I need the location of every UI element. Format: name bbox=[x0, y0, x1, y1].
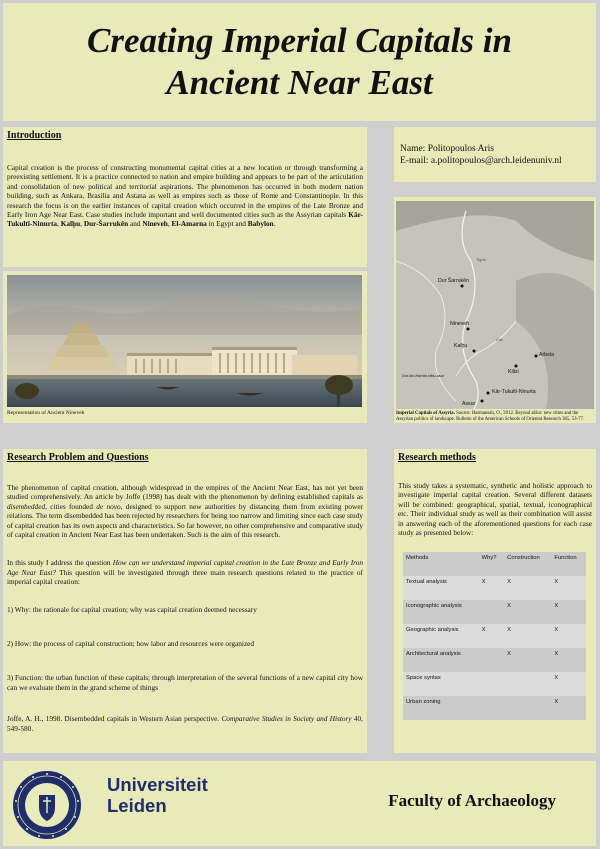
table-header-row bbox=[403, 552, 586, 576]
research-methods-heading: Research methods bbox=[398, 452, 476, 463]
table-header: Construction bbox=[504, 552, 551, 576]
table-cell: X bbox=[479, 576, 505, 600]
table-cell: X bbox=[551, 648, 586, 672]
nineveh-panel bbox=[3, 271, 367, 423]
table-cell: X bbox=[551, 624, 586, 648]
map-label-dur-sarruken: Dur Šarrukēn bbox=[438, 278, 469, 284]
table-row bbox=[403, 648, 586, 672]
table-cell: X bbox=[551, 576, 586, 600]
map-marker-nineveh bbox=[467, 328, 470, 331]
table-cell bbox=[479, 672, 505, 696]
table-cell: Iconographic analysis bbox=[403, 600, 479, 624]
table-row bbox=[403, 672, 586, 696]
map-label-tigris: Tigris bbox=[476, 257, 486, 262]
research-problem-panel bbox=[3, 449, 367, 753]
title-panel bbox=[3, 3, 596, 121]
table-cell: Textual analysis bbox=[403, 576, 479, 600]
table-row bbox=[403, 576, 586, 600]
research-question-2: 2) How: the process of capital construction; how labor and resources were organized bbox=[7, 639, 255, 649]
map-label-kilizi: Kilizi bbox=[508, 369, 519, 375]
university-line-1: Universiteit bbox=[107, 774, 208, 795]
table-cell: X bbox=[504, 648, 551, 672]
table-cell: X bbox=[479, 624, 505, 648]
map-marker-kar-tukulti-ninurta bbox=[487, 392, 490, 395]
table-cell: Geographic analysis bbox=[403, 624, 479, 648]
research-problem-paragraph-2: In this study I address the question How can we understand imperial capital creation in the Late Bronze and Early Iron Age Near East? This question will be investigated through three main research questions related to the practice of imperial capital creation: bbox=[7, 558, 363, 587]
table-cell: X bbox=[504, 576, 551, 600]
university-name bbox=[107, 774, 208, 816]
table-header: Methods bbox=[403, 552, 479, 576]
map-label-dur-sin-harran: Dur-šin-Harrān-bēlu-usur bbox=[402, 374, 445, 378]
map-label-arbela: Arbela bbox=[539, 352, 554, 358]
research-problem-paragraph-1: The phenomenon of capital creation, although widespread in the empires of the Ancient Near East, has not yet been studied comprehensively. An article by Joffe (1998) has dealt with the phenomenon by defining established capitals as disembedded, cities founded de novo, designed to support new authorities by distancing them from existing power relations. The term disembedded has been rejected by researchers for being too narrow and limiting since each case study of capital creation has its own aspects and characteristics. So far however, no other comprehensive and comparative study of capital creation in Ancient Near East has been undertaken. Such is the aim of this research. bbox=[7, 483, 363, 540]
author-panel bbox=[394, 127, 596, 182]
table-cell: X bbox=[551, 696, 586, 720]
map-marker-kilizi bbox=[515, 365, 518, 368]
nineveh-painting bbox=[7, 275, 362, 407]
nineveh-caption: Representation of Ancient Nineveh bbox=[7, 410, 85, 416]
table-header: Why? bbox=[479, 552, 505, 576]
table-cell: X bbox=[504, 600, 551, 624]
table-cell: Urban zoning bbox=[403, 696, 479, 720]
map-label-kar-tukulti-ninurta: Kār-Tukultī-Ninurta bbox=[492, 389, 536, 395]
table-cell bbox=[479, 600, 505, 624]
table-row bbox=[403, 600, 586, 624]
map-caption: Imperial Capitals of Assyria. Source: Harmansah, O., 2012. Beyond aššur: new cities and the Assyrian politics of landscape. Bulletin of the American Schools of Oriental Research 365, 53-77. bbox=[396, 411, 585, 422]
map-label-assur: Assur bbox=[462, 401, 476, 407]
table-cell: Space syntax bbox=[403, 672, 479, 696]
introduction-panel bbox=[3, 127, 367, 267]
table-cell bbox=[504, 672, 551, 696]
reference: Joffe, A. H., 1998. Disembedded capitals in Western Asian perspective. Comparative Studies in Society and History 40, 549-580. bbox=[7, 714, 363, 733]
map-marker-kalhu bbox=[473, 350, 476, 353]
research-methods-panel bbox=[394, 449, 596, 753]
table-row bbox=[403, 696, 586, 720]
map-marker-arbela bbox=[535, 355, 538, 358]
map-label-nineveh: Nineveh bbox=[450, 321, 470, 327]
table-cell: X bbox=[551, 672, 586, 696]
research-question-1: 1) Why: the rationale for capital creation; why was capital creation deemed necessary bbox=[7, 604, 257, 614]
table-cell bbox=[504, 696, 551, 720]
research-question-3: 3) Function: the urban function of these capitals; through interpretation of the several functions of a new capital city how can we evaluate them in the grand scheme of things bbox=[7, 673, 363, 692]
poster-title: Creating Imperial Capitals in Ancient Near East bbox=[87, 21, 512, 102]
map-label-zab: Zab bbox=[496, 337, 503, 342]
faculty-name: Faculty of Archaeology bbox=[388, 791, 556, 810]
map-marker-assur bbox=[481, 400, 484, 403]
research-problem-heading: Research Problem and Questions bbox=[7, 452, 149, 463]
author-email: E-mail: a.politopoulos@arch.leidenuniv.nl bbox=[400, 156, 562, 166]
methods-table bbox=[403, 552, 586, 720]
assyria-map-svg bbox=[396, 201, 594, 409]
assyria-map bbox=[396, 201, 594, 409]
introduction-text: Capital creation is the process of constructing monumental capital cities at a new location or through transforming a preexisting settlement. It is a practice connected to nation and empire building and appears to be part of the articulation and consolidation of new political and territorial aspirations. The phenomenon has occurred in both modern nation building, such as Ankara, Brasilia and Astana as well as empires such as those of Rome and Constantinople. In this research the focus is on the earlier instances of capital creation which occurred in the empires of the Late Bronze and Early Iron Age Near East. Case studies include important and well documented cities such as the Assyrian capitals Kār-Tukultī-Ninurta, Kalḫu, Dur-Šarrukēn and Nineveh, El-Amarna in Egypt and Babylon. bbox=[7, 163, 363, 229]
university-line-2: Leiden bbox=[107, 795, 167, 816]
footer-panel bbox=[3, 761, 596, 846]
table-header: Function bbox=[551, 552, 586, 576]
author-name: Name: Politopoulos Aris bbox=[400, 144, 494, 154]
table-cell: Architectural analysis bbox=[403, 648, 479, 672]
table-cell: X bbox=[504, 624, 551, 648]
leiden-seal-icon bbox=[11, 769, 83, 841]
map-label-kalhu: Kalḫu bbox=[454, 343, 468, 349]
table-cell bbox=[479, 648, 505, 672]
research-methods-text: This study takes a systematic, synthetic and holistic approach to investigate imperial capital creation. Several different datasets will be combined: geographical, spatial, textual, iconographical etc. Their individual study as well as their combination will assist in answering each of the aforementioned questions for each case study as presented below: bbox=[398, 481, 592, 538]
table-row bbox=[403, 624, 586, 648]
map-panel bbox=[394, 197, 596, 423]
table-cell bbox=[479, 696, 505, 720]
table-cell: X bbox=[551, 600, 586, 624]
nineveh-illustration bbox=[7, 275, 362, 407]
map-marker-dur-sarruken bbox=[461, 285, 464, 288]
introduction-heading: Introduction bbox=[7, 130, 62, 141]
